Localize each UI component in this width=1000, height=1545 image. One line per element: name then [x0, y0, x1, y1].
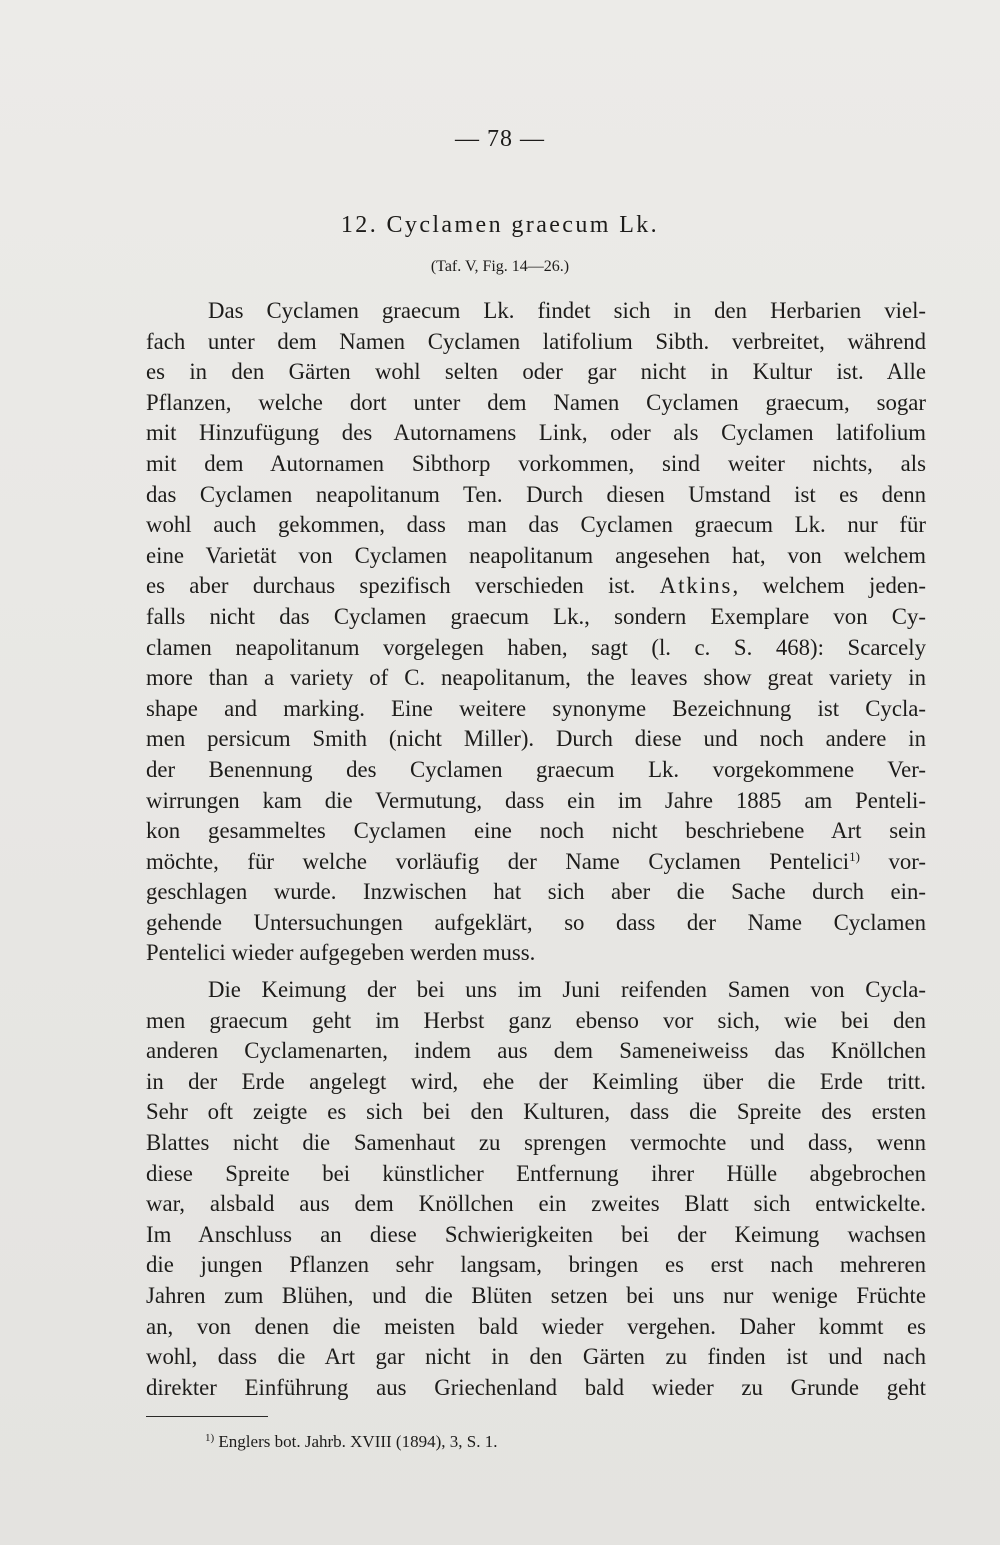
page-number: — 78 — — [455, 126, 545, 152]
text-line: wohl, dass die Art gar nicht in den Gärten zu finden ist und nach — [146, 1344, 926, 1370]
author-name-atkins: Atkins — [659, 573, 733, 599]
text-line: an, von denen die meisten bald wieder vergehen. Daher kommt es — [146, 1313, 926, 1339]
text-line: fach unter dem Namen Cyclamen latifolium Sibth. verbreitet, während — [146, 328, 926, 354]
text-line: men graecum geht im Herbst ganz ebenso vor sich, wie bei den — [146, 1007, 926, 1033]
text-line: mit dem Autornamen Sibthorp vorkommen, sind weiter nichts, als — [146, 450, 926, 476]
footnote-divider — [146, 1416, 268, 1417]
text-line — [146, 847, 926, 878]
text-line: gehende Untersuchungen aufgeklärt, so dass der Name Cyclamen — [146, 909, 926, 935]
text-line: anderen Cyclamenarten, indem aus dem Sameneiweiss das Knöllchen — [146, 1038, 926, 1064]
text-line: clamen neapolitanum vorgelegen haben, sagt (l. c. S. 468): Scarcely — [146, 634, 926, 660]
text-line: diese Spreite bei künstlicher Entfernung ihrer Hülle abgebrochen — [146, 1160, 926, 1186]
text-line: geschlagen wurde. Inzwischen hat sich aber die Sache durch ein- — [146, 879, 926, 905]
body-text — [146, 296, 926, 1403]
text-line: die jungen Pflanzen sehr langsam, bringen es erst nach mehreren — [146, 1252, 926, 1278]
text-line: mit Hinzufügung des Autornamens Link, oder als Cyclamen latifolium — [146, 420, 926, 446]
text-segment: möchte, für welche vorläufig der Name Cyclamen Pentelici — [146, 848, 850, 874]
text-line: wirrungen kam die Vermutung, dass ein im Jahre 1885 am Penteli- — [146, 787, 926, 813]
text-line: Sehr oft zeigte es sich bei den Kulturen, dass die Spreite des ersten — [146, 1099, 926, 1125]
text-line: Pflanzen, welche dort unter dem Namen Cyclamen graecum, sogar — [146, 389, 926, 415]
plate-reference: (Taf. V, Fig. 14—26.) — [430, 258, 570, 275]
text-line: das Cyclamen neapolitanum Ten. Durch diesen Umstand ist es denn — [146, 481, 926, 507]
text-line: direkter Einführung aus Griechenland bald wieder zu Grunde geht — [146, 1374, 926, 1400]
footnote — [205, 1432, 497, 1452]
text-line: eine Varietät von Cyclamen neapolitanum angesehen hat, von welchem — [146, 542, 926, 568]
text-line: kon gesammeltes Cyclamen eine noch nicht beschriebene Art sein — [146, 818, 926, 844]
text-line: in der Erde angelegt wird, ehe der Keimling über die Erde tritt. — [146, 1068, 926, 1094]
text-segment: , welchem jeden- — [732, 573, 926, 599]
section-heading: 12. Cyclamen graecum Lk. — [340, 212, 660, 238]
text-line: wohl auch gekommen, dass man das Cyclamen graecum Lk. nur für — [146, 512, 926, 538]
text-line — [146, 571, 926, 602]
text-line: Blattes nicht die Samenhaut zu sprengen vermochte und dass, wenn — [146, 1130, 926, 1156]
text-line: Im Anschluss an diese Schwierigkeiten bei der Keimung wachsen — [146, 1221, 926, 1247]
text-line: Das Cyclamen graecum Lk. findet sich in den Herbarien viel- — [208, 298, 926, 323]
text-line: falls nicht das Cyclamen graecum Lk., sondern Exemplare von Cy- — [146, 603, 926, 629]
text-line: men persicum Smith (nicht Miller). Durch diese und noch andere in — [146, 726, 926, 752]
text-segment: es aber durchaus spezifisch verschieden ist. — [146, 573, 636, 599]
text-line: Die Keimung der bei uns im Juni reifenden Samen von Cycla- — [208, 977, 926, 1003]
text-line: es in den Gärten wohl selten oder gar nicht in Kultur ist. Alle — [146, 359, 926, 385]
text-line: Jahren zum Blühen, und die Blüten setzen bei uns nur wenige Früchte — [146, 1283, 926, 1308]
text-line: war, alsbald aus dem Knöllchen ein zweites Blatt sich entwickelte. — [146, 1191, 926, 1217]
text-line: shape and marking. Eine weitere synonyme Bezeichnung ist Cycla- — [146, 695, 926, 721]
text-line: more than a variety of C. neapolitanum, the leaves show great variety in — [146, 665, 926, 691]
footnote-text: Englers bot. Jahrb. XVIII (1894), 3, S. 1. — [214, 1432, 498, 1451]
text-line: Pentelici wieder aufgegeben werden muss. — [146, 940, 536, 966]
text-segment: vor- — [859, 848, 926, 874]
footnote-marker: 1) — [205, 1432, 215, 1444]
text-line: der Benennung des Cyclamen graecum Lk. vorgekommene Ver- — [146, 756, 926, 782]
footnote-marker: 1) — [849, 848, 860, 864]
